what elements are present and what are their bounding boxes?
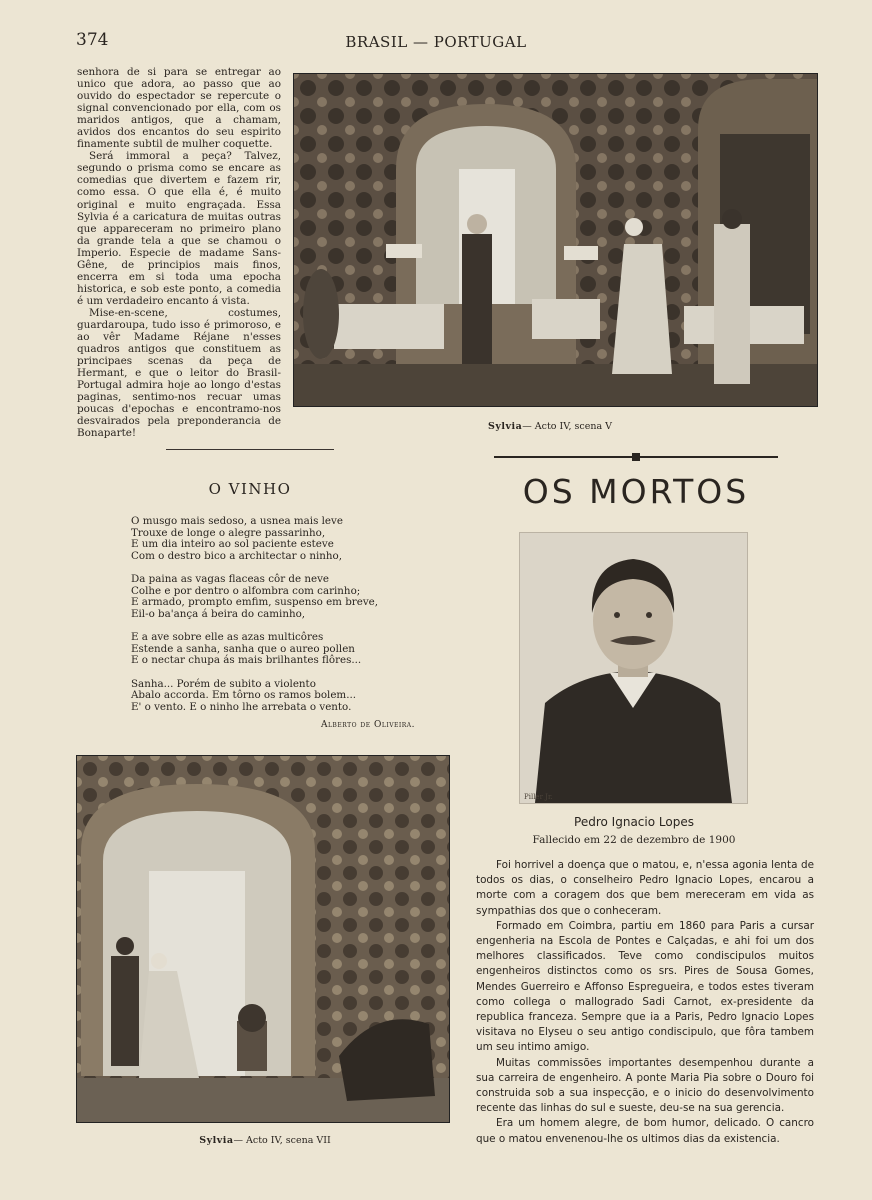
poem-line: E' o vento. E o ninho lhe arrebata o vento. xyxy=(131,700,352,713)
poem-divider xyxy=(166,449,334,450)
deceased-name: Pedro Ignacio Lopes xyxy=(574,815,694,829)
photo-top-caption xyxy=(380,421,720,432)
poem-author: Alberto de Oliveira. xyxy=(320,720,415,730)
paragraph: Será immoral a peça? Talvez, segundo o prisma como se encare as comedias que divertem e fazem rir, como essa. O que ella é, é muito original e muito engraçada. Essa Sylvia é a caricatura de muitas outras que appareceram no primeiro plano da grande tela a que se chamou o Imperio. Especie de madame Sans-Gêne, de principios mais finos, encerra em si toda uma epocha historica, e sob este ponto, a comedia é um verdadeiro encanto á vista. xyxy=(77,150,281,307)
poem-stanza xyxy=(131,516,381,562)
poem-line: E um dia inteiro ao sol paciente esteve xyxy=(131,538,334,550)
theatre-photo-top xyxy=(293,73,818,407)
poem-line: Colhe e por dentro o alfombra com carinho; xyxy=(131,584,361,597)
photo-bottom-caption xyxy=(160,1135,370,1146)
poem-line: Da paina as vagas flaceas côr de neve xyxy=(131,573,329,585)
caption-text: — Acto IV, scena V xyxy=(522,421,612,432)
poem-stanza xyxy=(131,632,381,667)
paragraph: Era um homem alegre, de bom humor, delicado. O cancro que o matou envenenou-lhe os ultimos dias da existencia. xyxy=(476,1117,814,1145)
page-number: 374 xyxy=(76,30,109,50)
paragraph: Mise-en-scene, costumes, guardaroupa, tudo isso é primoroso, e ao vêr Madame Réjane n'esses quadros antigos que constituem as principaes scenas da peça de Hermant, e que o leitor do Brasil-Portugal admira hoje ao longo d'estas paginas, sentimo-nos recuar umas poucas d'epochas e encontramo-nos desvairados pela preponderancia de Bonaparte! xyxy=(77,306,281,440)
poem-stanza xyxy=(131,679,381,714)
poem-line: E armado, prompto emfim, suspenso em breve, xyxy=(131,596,378,608)
section-rule-ornament xyxy=(632,453,640,461)
paragraph: Formado em Coimbra, partiu em 1860 para Paris a cursar engenheria na Escola de Pontes e Calçadas, e ahi foi um dos melhores classificados. Teve como condiscipulos muitos engenheiros distinctos como os srs. Pires de Sousa Gomes, Mendes Guerreiro e Affonso Espregueira, e todos estes tiveram como collega o mallogrado Sadi Carnot, ex-presidente da republica franceza. Sempre que ia a Paris, Pedro Ignacio Lopes visitava no Elyseu o seu antigo condiscipulo, que fôra tambem um seu intimo amigo. xyxy=(476,919,814,1054)
paragraph: Foi horrivel a doença que o matou, e, n'essa agonia lenta de todos os dias, o conselheiro Pedro Ignacio Lopes, encarou a morte com a coragem dos que bem mereceram em vida as sympathias dos que o conheceram. xyxy=(476,859,814,917)
poem-line: E o nectar chupa ás mais brilhantes flôres... xyxy=(131,654,362,666)
section-title: OS MORTOS xyxy=(522,472,750,511)
theatre-photo-bottom xyxy=(76,755,450,1123)
caption-text: — Acto IV, scena VII xyxy=(233,1135,331,1146)
paragraph: senhora de si para se entregar ao unico que adora, ao passo que ao ouvido do espectador se repercute o signal convencionado por ella, com os maridos antigos, que a chamam, avidos dos encantos do seu espirito finamente subtil de mulher coquette. xyxy=(77,66,281,151)
paragraph: Muitas commissões importantes desempenhou durante a sua carreira de engenheiro. A ponte Maria Pia sobre o Douro foi construida sob a sua inspecção, e o inicio do desenvolvimento recente das linhas do sul e sueste, deu-se na sua gerencia. xyxy=(476,1056,814,1115)
caption-title: Sylvia xyxy=(487,421,523,432)
portrait-photo xyxy=(519,532,748,804)
portrait-signature: Piller Jr. xyxy=(524,793,553,801)
obituary-text xyxy=(476,858,814,1147)
poem-line: Trouxe de longe o alegre passarinho, xyxy=(131,526,326,539)
poem-title: O VINHO xyxy=(208,480,292,498)
poem-line: Estende a sanha, sanha que o aureo pollen xyxy=(131,642,355,655)
poem-line: Com o destro bico a architectar o ninho, xyxy=(131,549,342,562)
running-header: BRASIL — PORTUGAL xyxy=(345,33,527,51)
poem-body xyxy=(131,516,381,725)
poem-line: Sanha... Porém de subito a violento xyxy=(131,677,316,690)
poem-line: Abalo accorda. Em tôrno os ramos bolem... xyxy=(131,689,357,701)
poem-stanza xyxy=(131,574,381,620)
poem-line: O musgo mais sedoso, a usnea mais leve xyxy=(131,515,343,527)
death-date: Fallecido em 22 de dezembro de 1900 xyxy=(532,834,736,846)
left-column-text xyxy=(77,66,281,439)
poem-line: Eil-o ba'ança á beira do caminho, xyxy=(131,607,306,620)
poem-line: E a ave sobre elle as azas multicôres xyxy=(131,631,324,643)
caption-title: Sylvia xyxy=(199,1135,234,1146)
